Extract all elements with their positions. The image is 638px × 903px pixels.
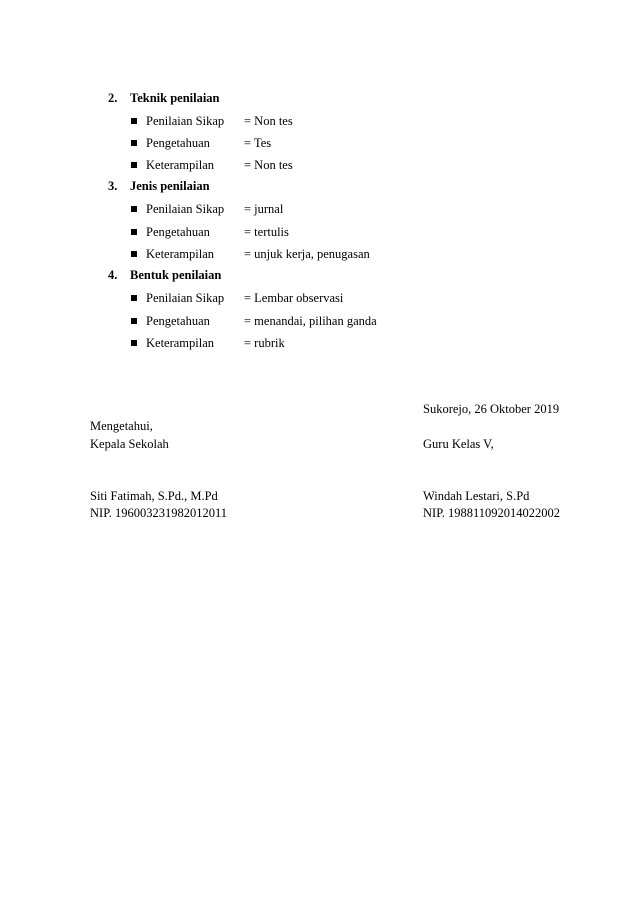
list-item — [131, 157, 293, 173]
item-label: Keterampilan — [146, 336, 215, 350]
item-value: = unjuk kerja, penugasan — [244, 247, 370, 261]
acknowledge-label: Mengetahui, — [90, 419, 153, 433]
square-bullet-icon — [131, 318, 137, 324]
place-date: Sukorejo, 26 Oktober 2019 — [423, 402, 560, 416]
section-number: 2. — [108, 91, 118, 105]
section-heading-jenis — [108, 178, 210, 194]
square-bullet-icon — [131, 140, 137, 146]
section-title: Teknik penilaian — [130, 91, 220, 105]
item-value: = Non tes — [244, 114, 293, 128]
item-value: = rubrik — [244, 336, 285, 350]
item-label: Keterampilan — [146, 158, 215, 172]
list-item — [131, 290, 343, 306]
square-bullet-icon — [131, 251, 137, 257]
item-value: = Non tes — [244, 158, 293, 172]
list-item — [131, 246, 370, 262]
square-bullet-icon — [131, 206, 137, 212]
teacher-nip: NIP. 198811092014022002 — [423, 506, 561, 520]
item-label: Pengetahuan — [146, 225, 210, 239]
item-label: Penilaian Sikap — [146, 114, 225, 128]
square-bullet-icon — [131, 340, 137, 346]
square-bullet-icon — [131, 295, 137, 301]
item-value: = jurnal — [244, 202, 284, 216]
section-heading-teknik — [108, 90, 220, 106]
square-bullet-icon — [131, 118, 137, 124]
item-value: = Tes — [244, 136, 272, 150]
item-label: Penilaian Sikap — [146, 291, 225, 305]
item-value: = tertulis — [244, 225, 289, 239]
section-title: Jenis penilaian — [130, 179, 210, 193]
item-label: Pengetahuan — [146, 136, 210, 150]
teacher-name: Windah Lestari, S.Pd — [423, 489, 530, 503]
list-item — [131, 135, 271, 151]
teacher-role: Guru Kelas V, — [423, 437, 494, 451]
list-item — [131, 224, 289, 240]
principal-role: Kepala Sekolah — [90, 437, 169, 451]
list-item — [131, 113, 293, 129]
item-label: Penilaian Sikap — [146, 202, 225, 216]
section-title: Bentuk penilaian — [130, 268, 222, 282]
section-number: 3. — [108, 179, 118, 193]
square-bullet-icon — [131, 229, 137, 235]
list-item — [131, 313, 377, 329]
list-item — [131, 201, 283, 217]
square-bullet-icon — [131, 162, 137, 168]
item-value: = Lembar observasi — [244, 291, 344, 305]
list-item — [131, 335, 285, 351]
item-label: Keterampilan — [146, 247, 215, 261]
principal-nip: NIP. 196003231982012011 — [90, 506, 228, 520]
item-value: = menandai, pilihan ganda — [244, 314, 377, 328]
principal-name: Siti Fatimah, S.Pd., M.Pd — [90, 489, 218, 503]
item-label: Pengetahuan — [146, 314, 210, 328]
section-number: 4. — [108, 268, 118, 282]
section-heading-bentuk — [108, 267, 221, 283]
